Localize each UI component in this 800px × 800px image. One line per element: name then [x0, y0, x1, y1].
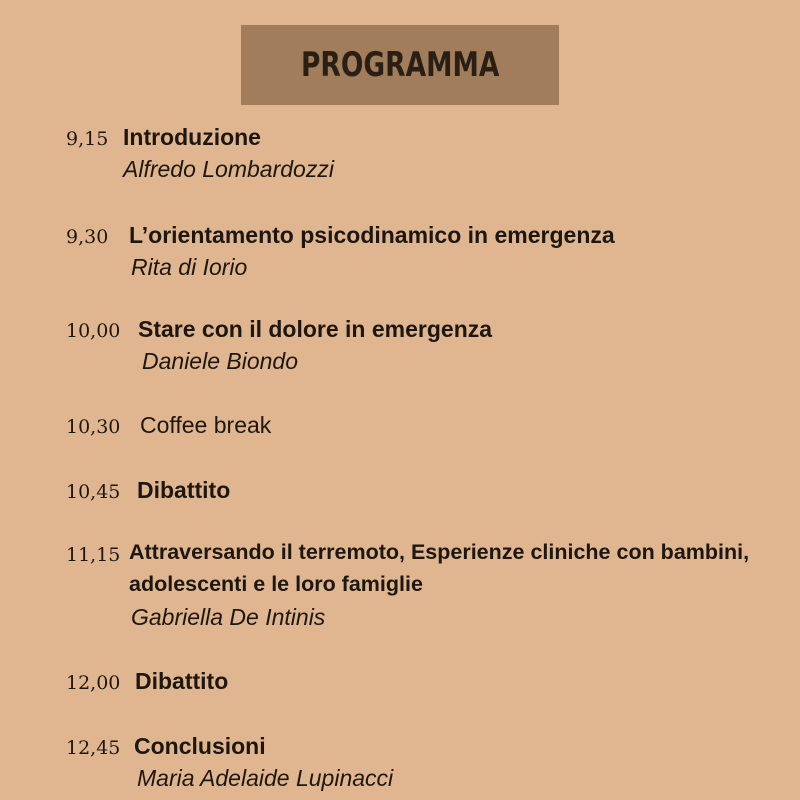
program-title: Coffee break [140, 412, 272, 438]
program-title: Attraversando il terremoto, Esperienze cliniche con bambini, [129, 540, 750, 564]
program-speaker: Rita di Iorio [131, 254, 248, 280]
program-speaker: Alfredo Lombardozzi [123, 156, 334, 182]
program-time: 10,30 [66, 416, 121, 438]
program-time: 9,30 [66, 226, 109, 248]
program-time: 12,45 [66, 737, 121, 759]
program-speaker: Gabriella De Intinis [131, 604, 326, 630]
program-title: Dibattito [135, 668, 229, 694]
program-speaker: Maria Adelaide Lupinacci [137, 765, 394, 791]
program-title: L’orientamento psicodinamico in emergenza [129, 222, 615, 248]
program-time: 9,15 [66, 128, 109, 150]
program-title-line2: adolescenti e le loro famiglie [129, 572, 423, 596]
header-banner [241, 25, 559, 105]
program-speaker: Daniele Biondo [142, 348, 299, 374]
program-title: Introduzione [123, 124, 261, 150]
program-time: 11,15 [66, 544, 121, 566]
program-time: 10,00 [66, 320, 121, 342]
program-title: Conclusioni [134, 733, 266, 759]
program-title: Stare con il dolore in emergenza [138, 316, 493, 342]
program-time: 12,00 [66, 672, 121, 694]
program-time: 10,45 [66, 481, 121, 503]
program-title: Dibattito [137, 477, 231, 503]
page-title: PROGRAMMA [300, 45, 500, 85]
